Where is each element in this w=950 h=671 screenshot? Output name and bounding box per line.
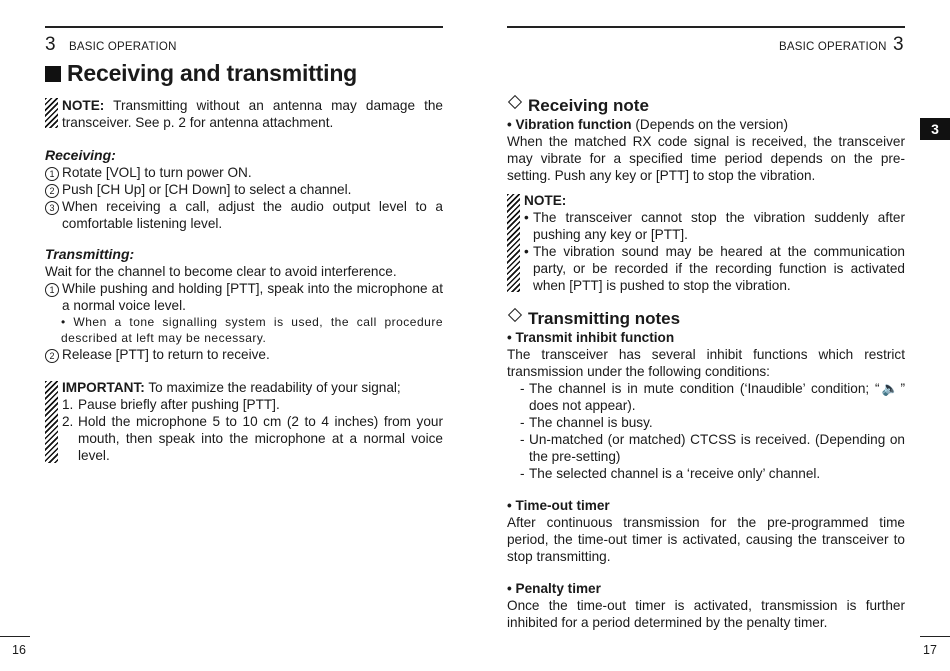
right-header-rule	[507, 26, 905, 28]
receiving-step: 1 Rotate [VOL] to turn power ON.	[45, 164, 443, 181]
diamond-icon	[508, 308, 522, 322]
square-bullet-icon	[45, 66, 61, 82]
inhibit-text: The transceiver has several inhibit functions which restrict transmission under the following conditions:	[507, 347, 905, 379]
vibration-section: • Vibration function (Depends on the version) When the matched RX code signal is received, the transceiver may vibrate for a specified time period depends on the pre-setting. Push any key or [PTT] to stop the vibration.	[507, 117, 905, 183]
transmitting-steps	[45, 263, 443, 363]
receiving-steps	[45, 164, 443, 232]
left-chapter-number: 3	[45, 34, 56, 55]
penalty-section: • Penalty timer Once the time-out timer is activated, transmission is further inhibited for a period determined by the penalty timer.	[507, 581, 905, 630]
section-title: Receiving and transmitting	[45, 59, 357, 87]
left-page-number-rule	[0, 636, 30, 637]
chapter-tab: 3	[920, 118, 950, 140]
timeout-text: After continuous transmission for the pre-programmed time period, the time-out timer is activated, causing the transceiver to stop transmitting.	[507, 515, 905, 564]
right-chapter-title: BASIC OPERATION	[779, 41, 887, 53]
vibration-note-item: • The transceiver cannot stop the vibration suddenly after pushing any key or [PTT].	[524, 210, 905, 242]
transmitting-heading: Transmitting:	[45, 246, 135, 262]
vibration-note: NOTE: • The transceiver cannot stop the vibration suddenly after pushing any key or [PTT]. • The vibration sound may be heared at the communication party, or be recorded if the recording function is activated when [PTT] is pushed to stop the vibration.	[524, 193, 905, 293]
left-chapter-title: BASIC OPERATION	[69, 41, 177, 53]
receiving-heading: Receiving:	[45, 147, 116, 163]
right-page-number-rule	[920, 636, 950, 637]
transmitting-step: 1 While pushing and holding [PTT], speak into the microphone at a normal voice level.	[45, 280, 443, 314]
right-page-number: 17	[923, 643, 937, 657]
note-hatch-icon	[45, 98, 58, 128]
inhibit-condition: - The channel is busy.	[520, 415, 653, 430]
right-chapter-number: 3	[893, 34, 904, 55]
transmitting-intro: Wait for the channel to become clear to avoid interference.	[45, 264, 397, 279]
receiving-note-heading: Receiving note	[507, 96, 649, 116]
transmitting-step: 2 Release [PTT] to return to receive.	[45, 346, 443, 363]
important-item: 1. Pause briefly after pushing [PTT].	[62, 397, 280, 412]
inhibit-condition: - The selected channel is a ‘receive only’ channel.	[520, 466, 821, 481]
vibration-text: When the matched RX code signal is received, the transceiver may vibrate for a specified time period depends on the pre-setting. Push any key or [PTT] to stop the vibration.	[507, 134, 905, 183]
important-note: IMPORTANT: To maximize the readability of your signal; 1. Pause briefly after pushing [PTT]. 2. Hold the microphone 5 to 10 cm (2 to 4 inches) from your mouth, then speak into the microphone at a normal voice level.	[62, 380, 443, 463]
inhibit-section: • Transmit inhibit function The transceiver has several inhibit functions which restrict transmission under the following conditions: - The channel is in mute condition (‘Inaudible’ condition; “🔈” does not appear). - The channel is busy. - Un-matched (or matched) CTCSS is received. (Depending on the pre-setting) - The selected channel is a ‘receive only’ channel.	[507, 330, 905, 481]
antenna-note: NOTE: Transmitting without an antenna may damage the transceiver. See p. 2 for antenna attachment.	[62, 98, 443, 130]
receiving-step: 3 When receiving a call, adjust the audio output level to a comfortable listening level.	[45, 198, 443, 232]
inhibit-condition: - The channel is in mute condition (‘Inaudible’ condition; “🔈” does not appear).	[520, 381, 905, 413]
inhibit-condition: - Un-matched (or matched) CTCSS is received. (Depending on the pre-setting)	[520, 432, 905, 464]
left-header-rule	[45, 26, 443, 28]
important-hatch-icon	[45, 381, 58, 463]
receiving-step: 2 Push [CH Up] or [CH Down] to select a channel.	[45, 181, 443, 198]
diamond-icon	[508, 95, 522, 109]
vibration-note-hatch-icon	[507, 194, 520, 292]
timeout-section: • Time-out timer After continuous transmission for the pre-programmed time period, the time-out timer is activated, causing the transceiver to stop transmitting.	[507, 498, 905, 564]
transmitting-notes-heading: Transmitting notes	[507, 309, 680, 329]
important-item: 2. Hold the microphone 5 to 10 cm (2 to 4 inches) from your mouth, then speak into the microphone at a normal voice level.	[62, 414, 443, 463]
tone-signalling-subnote: • When a tone signalling system is used, the call procedure described at left may be necessary.	[61, 315, 443, 345]
vibration-note-item: • The vibration sound may be heared at the communication party, or be recorded if the recording function is activated when [PTT] is pushed to stop the vibration.	[524, 244, 905, 293]
left-page-number: 16	[12, 643, 26, 657]
penalty-text: Once the time-out timer is activated, transmission is further inhibited for a period determined by the penalty timer.	[507, 598, 905, 630]
